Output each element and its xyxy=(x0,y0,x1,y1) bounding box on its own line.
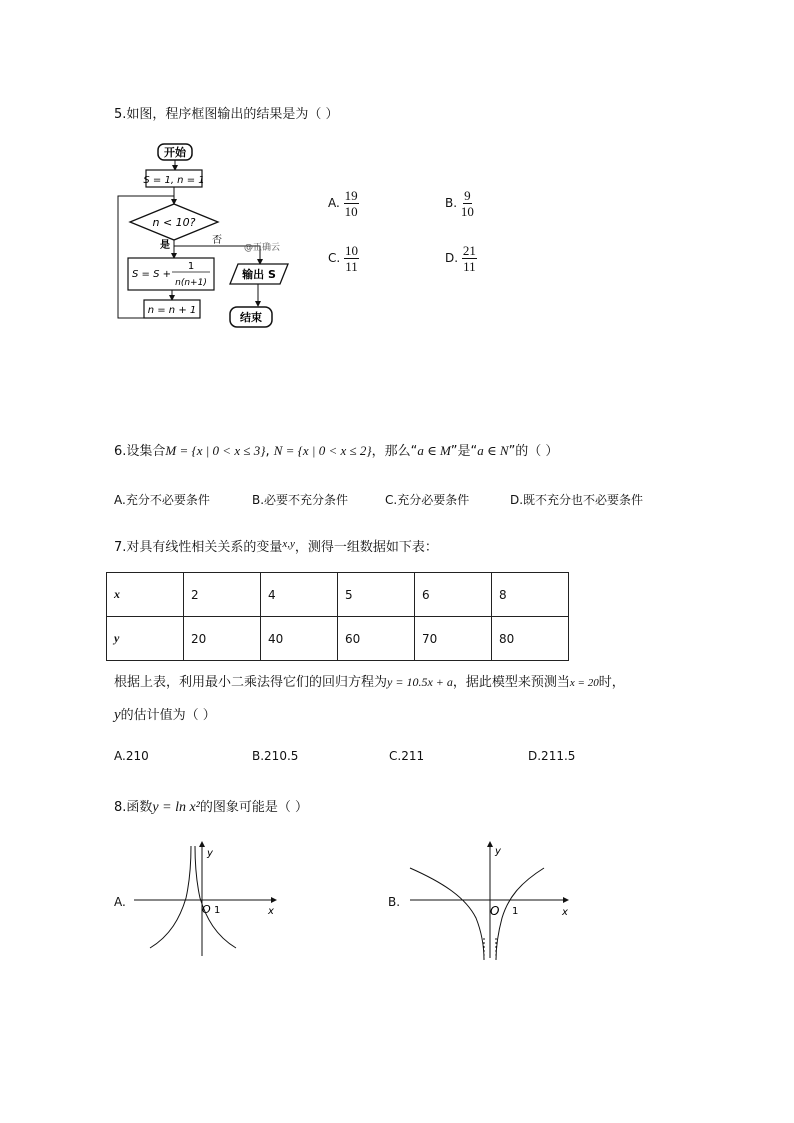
q6-suffix: ”的（ ） xyxy=(508,444,559,459)
q6-prefix: 6.设集合 xyxy=(114,444,166,459)
q7-text2-suffix: 的估计值为（ ） xyxy=(120,708,216,723)
q5-flowchart xyxy=(112,140,312,340)
flowchart-init-text: S = 1, n = 1 xyxy=(143,175,205,186)
option-label: B. xyxy=(445,196,458,210)
q6-cond2: a ∈ N xyxy=(477,443,509,458)
q7-equation: y = 10.5x + a xyxy=(387,675,453,689)
table-cell: 40 xyxy=(261,617,338,661)
table-row xyxy=(107,573,569,617)
flowchart-update-num: 1 xyxy=(187,261,195,272)
flowchart-start-text: 开始 xyxy=(164,146,186,159)
q6-option-c[interactable]: C.充分必要条件 xyxy=(385,493,470,507)
graph-b-curve-right xyxy=(496,868,544,960)
q5-stem: 5.如图，程序框图输出的结果是为（ ） xyxy=(114,107,339,122)
q7-text1-middle: ，据此模型来预测当 xyxy=(452,675,570,690)
graph-b-curve-left xyxy=(410,868,484,960)
table-cell: 80 xyxy=(492,617,569,661)
flowchart-watermark: @正确云 xyxy=(244,243,281,253)
q5-d-den: 11 xyxy=(463,259,476,274)
flowchart-condition-text: n < 10? xyxy=(152,216,196,229)
q6-cond1: a ∈ M xyxy=(417,443,451,458)
q6-option-d[interactable]: D.既不充分也不必要条件 xyxy=(510,493,644,507)
q7-option-a[interactable]: A.210 xyxy=(114,749,149,763)
flowchart-output-text: 输出 S xyxy=(242,268,276,281)
q5-c-den: 11 xyxy=(345,259,358,274)
q6-middle1: ，那么“ xyxy=(371,444,418,459)
q5-option-b[interactable] xyxy=(445,188,474,219)
graph-a-origin: O xyxy=(202,903,211,916)
table-cell: 5 xyxy=(338,573,415,617)
q8-option-b[interactable]: B. xyxy=(388,895,401,909)
table-cell: 70 xyxy=(415,617,492,661)
q6-middle2: ”是“ xyxy=(450,444,478,459)
q7-stem xyxy=(114,536,438,555)
q8-stem xyxy=(114,796,308,816)
q7-text-line1 xyxy=(114,671,625,690)
q8-function: y = ln x² xyxy=(152,800,200,815)
q8-graph-b[interactable] xyxy=(404,838,574,960)
flowchart-end-text: 结束 xyxy=(240,311,262,324)
graph-a-x-label: x xyxy=(268,906,274,917)
flowchart-yes-label: 是 xyxy=(160,240,170,251)
flowchart-increment-text: n = n + 1 xyxy=(147,305,197,316)
q7-text2-var: y xyxy=(114,707,121,723)
q7-stem-suffix: ，测得一组数据如下表： xyxy=(294,540,438,555)
q5-option-d[interactable] xyxy=(445,243,477,274)
graph-a-tick: 1 xyxy=(214,905,221,916)
graph-b-y-label: y xyxy=(495,846,501,857)
q8-stem-suffix: 的图象可能是（ ） xyxy=(199,800,309,815)
table-cell: 6 xyxy=(415,573,492,617)
table-cell: 60 xyxy=(338,617,415,661)
graph-a-curve-right xyxy=(195,846,236,948)
table-cell: 8 xyxy=(492,573,569,617)
q5-c-num: 10 xyxy=(345,243,359,258)
q7-vars: x,y xyxy=(282,538,295,550)
flowchart-update-den: n(n+1) xyxy=(175,278,207,288)
option-label: D. xyxy=(445,251,459,265)
q5-option-a[interactable] xyxy=(328,188,359,219)
table-cell: 20 xyxy=(184,617,261,661)
q6-option-a[interactable]: A.充分不必要条件 xyxy=(114,493,210,507)
q6-set-m: M = {x | 0 < x ≤ 3} xyxy=(165,443,266,458)
graph-b-origin: O xyxy=(490,904,500,918)
q7-option-d[interactable]: D.211.5 xyxy=(528,749,576,763)
graph-a-curve-left xyxy=(150,846,191,948)
flowchart-update-s: S = S + xyxy=(132,269,171,280)
q7-text1-prefix: 根据上表，利用最小二乘法得它们的回归方程为 xyxy=(114,675,388,690)
q5-b-num: 9 xyxy=(464,188,471,203)
table-header-x: x xyxy=(107,573,184,617)
q5-b-den: 10 xyxy=(460,204,474,219)
q6-stem: 6.设集合M = {x | 0 < x ≤ 3}, N = {x | 0 < x ≤ 2}，那么“a ∈ M”是“a ∈ N”的（ ） xyxy=(114,443,559,459)
flowchart-no-label: 否 xyxy=(212,235,222,246)
q6-option-b[interactable]: B.必要不充分条件 xyxy=(252,493,349,507)
q7-x-eq: x = 20 xyxy=(569,677,599,689)
table-cell: 4 xyxy=(261,573,338,617)
q5-d-num: 21 xyxy=(462,243,476,258)
option-label: C. xyxy=(328,251,341,265)
q6-set-n: N = {x | 0 < x ≤ 2} xyxy=(273,443,372,458)
graph-b-tick: 1 xyxy=(512,906,519,917)
q8-graph-a[interactable] xyxy=(130,838,280,960)
graph-b-x-label: x xyxy=(562,907,568,918)
q7-option-b[interactable]: B.210.5 xyxy=(252,749,299,763)
q7-text1-suffix: 时， xyxy=(598,675,625,690)
q8-stem-prefix: 8.函数 xyxy=(114,800,153,815)
q7-stem-prefix: 7.对具有线性相关关系的变量 xyxy=(114,540,283,555)
option-label: A. xyxy=(328,196,340,210)
q5-a-den: 10 xyxy=(344,204,358,219)
q7-option-c[interactable]: C.211 xyxy=(389,749,425,763)
q5-a-num: 19 xyxy=(344,188,358,203)
table-cell: 2 xyxy=(184,573,261,617)
q8-option-a[interactable]: A. xyxy=(114,895,126,909)
graph-a-y-label: y xyxy=(207,848,213,859)
q7-text-line2 xyxy=(114,704,216,724)
q5-option-c[interactable] xyxy=(328,243,359,274)
table-row xyxy=(107,617,569,661)
q7-data-table xyxy=(106,572,569,661)
table-header-y: y xyxy=(107,617,184,661)
